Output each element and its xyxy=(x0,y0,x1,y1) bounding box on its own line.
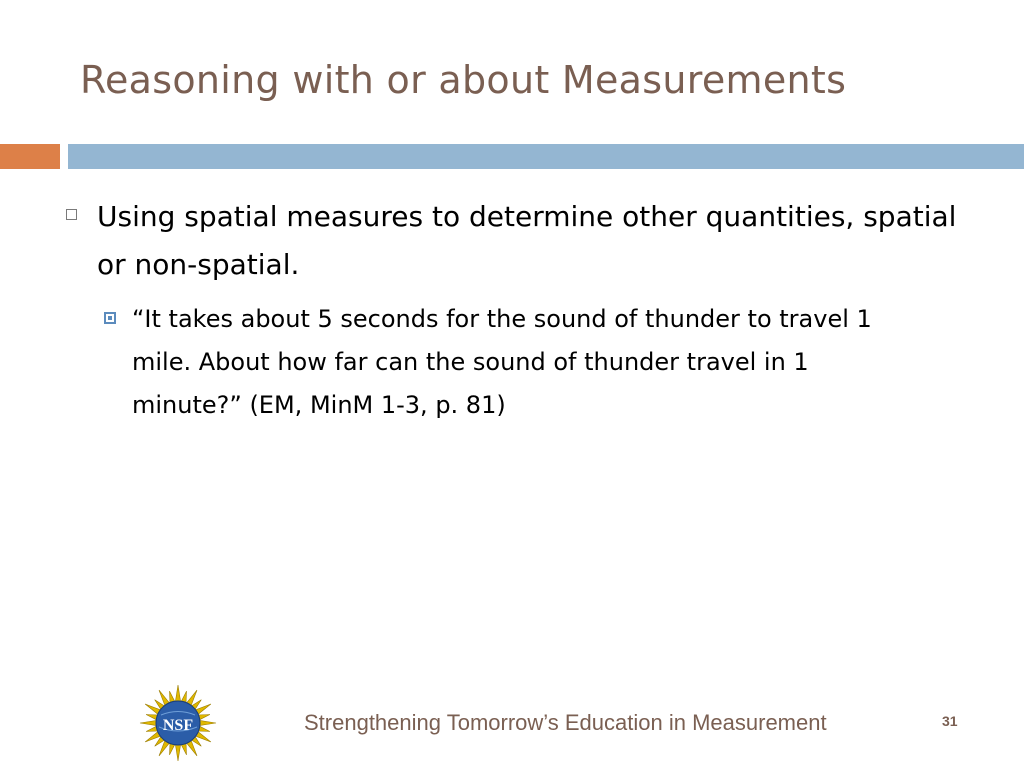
nsf-logo-text: NSF xyxy=(162,717,194,734)
slide-title: Reasoning with or about Measurements xyxy=(80,58,847,102)
nsf-logo xyxy=(128,682,228,768)
accent-bar-blue xyxy=(68,144,1024,169)
filled-square-bullet-icon xyxy=(104,312,116,324)
bullet-level-2 xyxy=(104,298,924,427)
sub-bullet-text: “It takes about 5 seconds for the sound of thunder to travel 1 mile. About how far can the sound of thunder travel in 1 minute?” (EM, MinM 1-3, p. 81) xyxy=(132,305,872,419)
accent-bar-orange xyxy=(0,144,60,169)
bullet-text: Using spatial measures to determine other quantities, spatial or non-spatial. xyxy=(97,200,957,281)
hollow-square-bullet-icon xyxy=(66,209,77,220)
page-number: 31 xyxy=(942,713,958,729)
footer-text: Strengthening Tomorrow’s Education in Measurement xyxy=(304,710,827,735)
bullet-level-1 xyxy=(66,193,986,289)
